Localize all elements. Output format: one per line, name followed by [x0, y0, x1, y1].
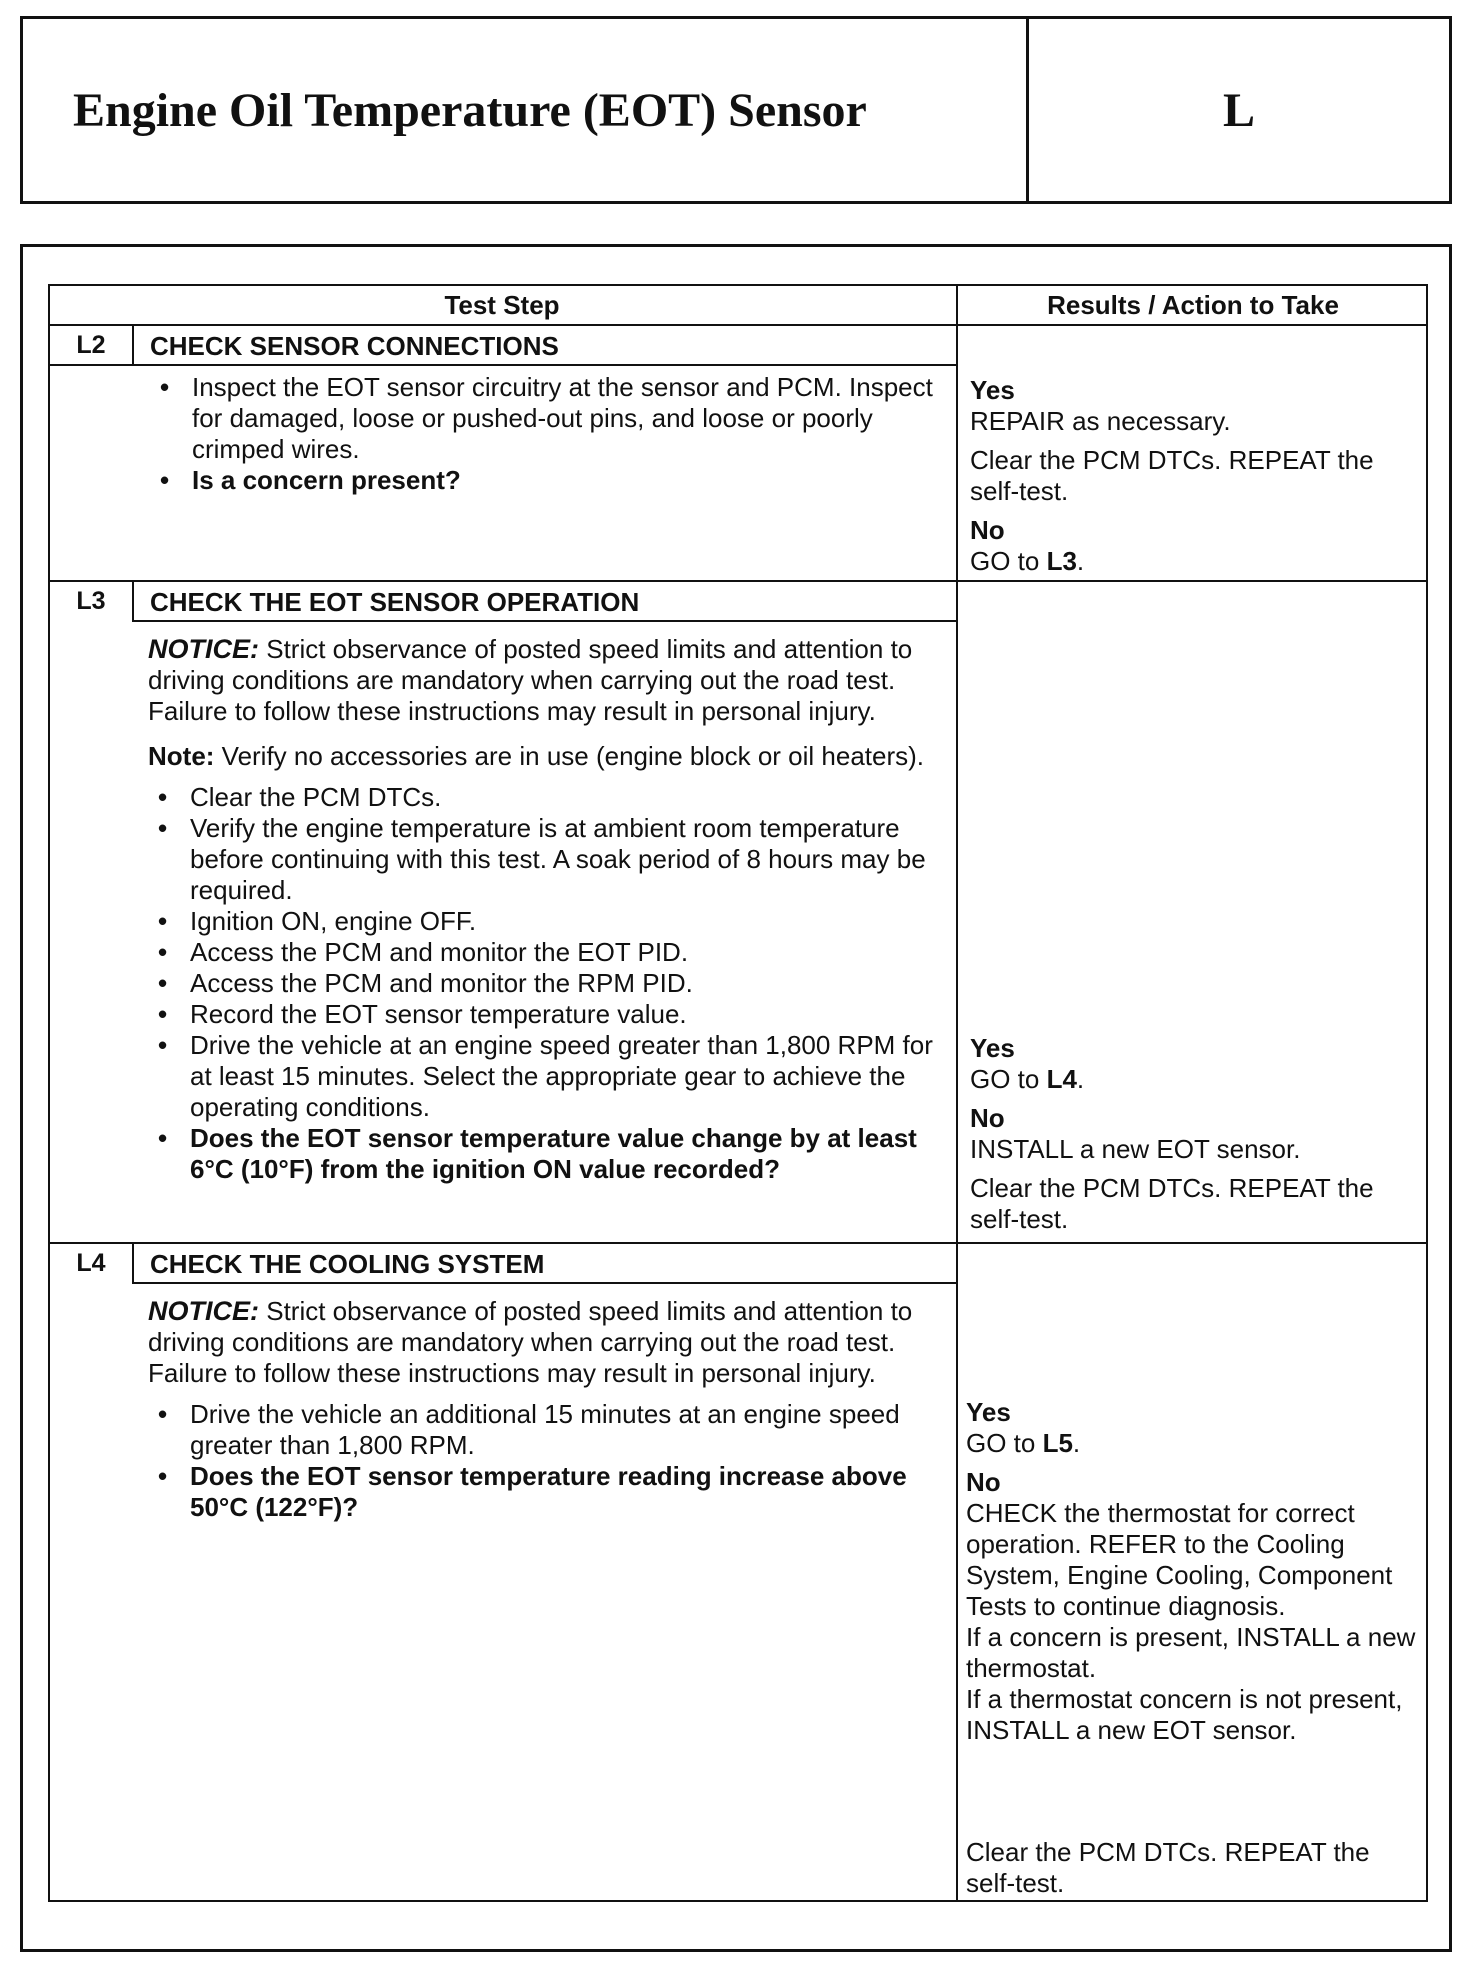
notice-label: NOTICE:	[148, 1296, 259, 1326]
step-id-l4: L4	[76, 1249, 106, 1277]
l2-id-divider	[132, 324, 134, 364]
l2-title-divider	[48, 364, 956, 366]
period: .	[1072, 1428, 1081, 1458]
step-id-l3: L3	[76, 587, 106, 615]
list-item: • Access the PCM and monitor the EOT PID.	[148, 937, 943, 968]
goto-text: GO to	[970, 1064, 1047, 1094]
result-l4	[966, 1397, 1421, 1746]
result-text: Clear the PCM DTCs. REPEAT the self-test.	[970, 445, 1374, 506]
l3-id-divider	[132, 580, 134, 620]
goto-text: GO to	[970, 546, 1047, 576]
table-header-divider	[48, 324, 1428, 326]
result-l3	[970, 1033, 1420, 1235]
list-item: • Inspect the EOT sensor circuitry at the sensor and PCM. Inspect for damaged, loose or pushed-out pins, and loose or poorly crimped wires.	[150, 372, 940, 465]
result-text: Clear the PCM DTCs. REPEAT the self-test.	[970, 1173, 1374, 1234]
step-body-l3	[148, 634, 943, 1185]
notice-text: Strict observance of posted speed limits and attention to driving conditions are mandatory when carrying out the road test. Failure to follow these instructions may result in personal injury.	[148, 634, 913, 726]
goto-text: GO to	[966, 1428, 1043, 1458]
title-cell	[23, 19, 1029, 201]
list-item: • Clear the PCM DTCs.	[148, 782, 943, 813]
yes-label: Yes	[970, 1033, 1015, 1063]
result-text: REPAIR as necessary.	[970, 406, 1231, 436]
step-title-l4: CHECK THE COOLING SYSTEM	[150, 1249, 545, 1279]
goto-target[interactable]: L4	[1046, 1064, 1077, 1094]
no-label: No	[970, 515, 1005, 545]
l3-title-divider	[132, 620, 956, 622]
page-title: Engine Oil Temperature (EOT) Sensor	[73, 83, 867, 137]
notice-paragraph	[148, 1296, 943, 1389]
step-title-l3: CHECK THE EOT SENSOR OPERATION	[150, 587, 640, 617]
result-text: If a thermostat concern is not present, INSTALL a new EOT sensor.	[966, 1684, 1403, 1745]
list-item: • Ignition ON, engine OFF.	[148, 906, 943, 937]
no-label: No	[966, 1467, 1001, 1497]
list-item: • Access the PCM and monitor the RPM PID.	[148, 968, 943, 999]
section-code-cell	[1029, 19, 1449, 201]
column-divider	[956, 284, 958, 1902]
list-item: • Verify the engine temperature is at ambient room temperature before continuing with this test. A soak period of 8 hours may be required.	[148, 813, 943, 906]
result-text: CHECK the thermostat for correct operation. REFER to the Cooling System, Engine Cooling, Component Tests to continue diagnosis.	[966, 1498, 1393, 1621]
step-id-l2: L2	[76, 331, 106, 359]
notice-label: NOTICE:	[148, 634, 259, 664]
result-text: If a concern is present, INSTALL a new thermostat.	[966, 1622, 1416, 1683]
l4-id-divider	[132, 1242, 134, 1282]
notice-paragraph	[148, 634, 943, 727]
result-goto	[970, 1064, 1420, 1095]
result-text: INSTALL a new EOT sensor.	[970, 1134, 1301, 1164]
l4-title-divider	[132, 1282, 956, 1284]
yes-label: Yes	[970, 375, 1015, 405]
result-text: Clear the PCM DTCs. REPEAT the self-test.	[966, 1837, 1370, 1898]
col-header-results: Results / Action to Take	[1047, 290, 1339, 320]
list-item: • Drive the vehicle at an engine speed greater than 1,800 RPM for at least 15 minutes. Select the appropriate gear to achieve the operating conditions.	[148, 1030, 943, 1123]
list-item-question: • Does the EOT sensor temperature value change by at least 6°C (10°F) from the ignition ON value recorded?	[148, 1123, 943, 1185]
section-code: L	[1222, 83, 1255, 137]
goto-target[interactable]: L5	[1042, 1428, 1073, 1458]
step-body-l2	[150, 372, 940, 496]
result-l2	[970, 375, 1420, 577]
result-l4-final	[966, 1837, 1421, 1899]
step-body-l4	[148, 1296, 943, 1523]
period: .	[1076, 1064, 1085, 1094]
note-text: Verify no accessories are in use (engine block or oil heaters).	[214, 741, 925, 771]
period: .	[1076, 546, 1085, 576]
l2-bottom-divider	[48, 580, 1428, 582]
page-header	[20, 16, 1452, 204]
list-item: • Record the EOT sensor temperature value.	[148, 999, 943, 1030]
list-item: • Drive the vehicle an additional 15 minutes at an engine speed greater than 1,800 RPM.	[148, 1399, 943, 1461]
goto-target[interactable]: L3	[1046, 546, 1077, 576]
notice-text: Strict observance of posted speed limits and attention to driving conditions are mandatory when carrying out the road test. Failure to follow these instructions may result in personal injury.	[148, 1296, 913, 1388]
list-item-question: • Is a concern present?	[150, 465, 940, 496]
note-label: Note:	[148, 741, 215, 771]
l3-bottom-divider	[48, 1242, 1428, 1244]
list-item-question: • Does the EOT sensor temperature reading increase above 50°C (122°F)?	[148, 1461, 943, 1523]
col-header-test-step: Test Step	[444, 290, 560, 320]
step-title-l2: CHECK SENSOR CONNECTIONS	[150, 331, 559, 361]
result-goto	[966, 1428, 1421, 1459]
yes-label: Yes	[966, 1397, 1011, 1427]
result-goto	[970, 546, 1420, 577]
note-paragraph	[148, 741, 943, 772]
no-label: No	[970, 1103, 1005, 1133]
